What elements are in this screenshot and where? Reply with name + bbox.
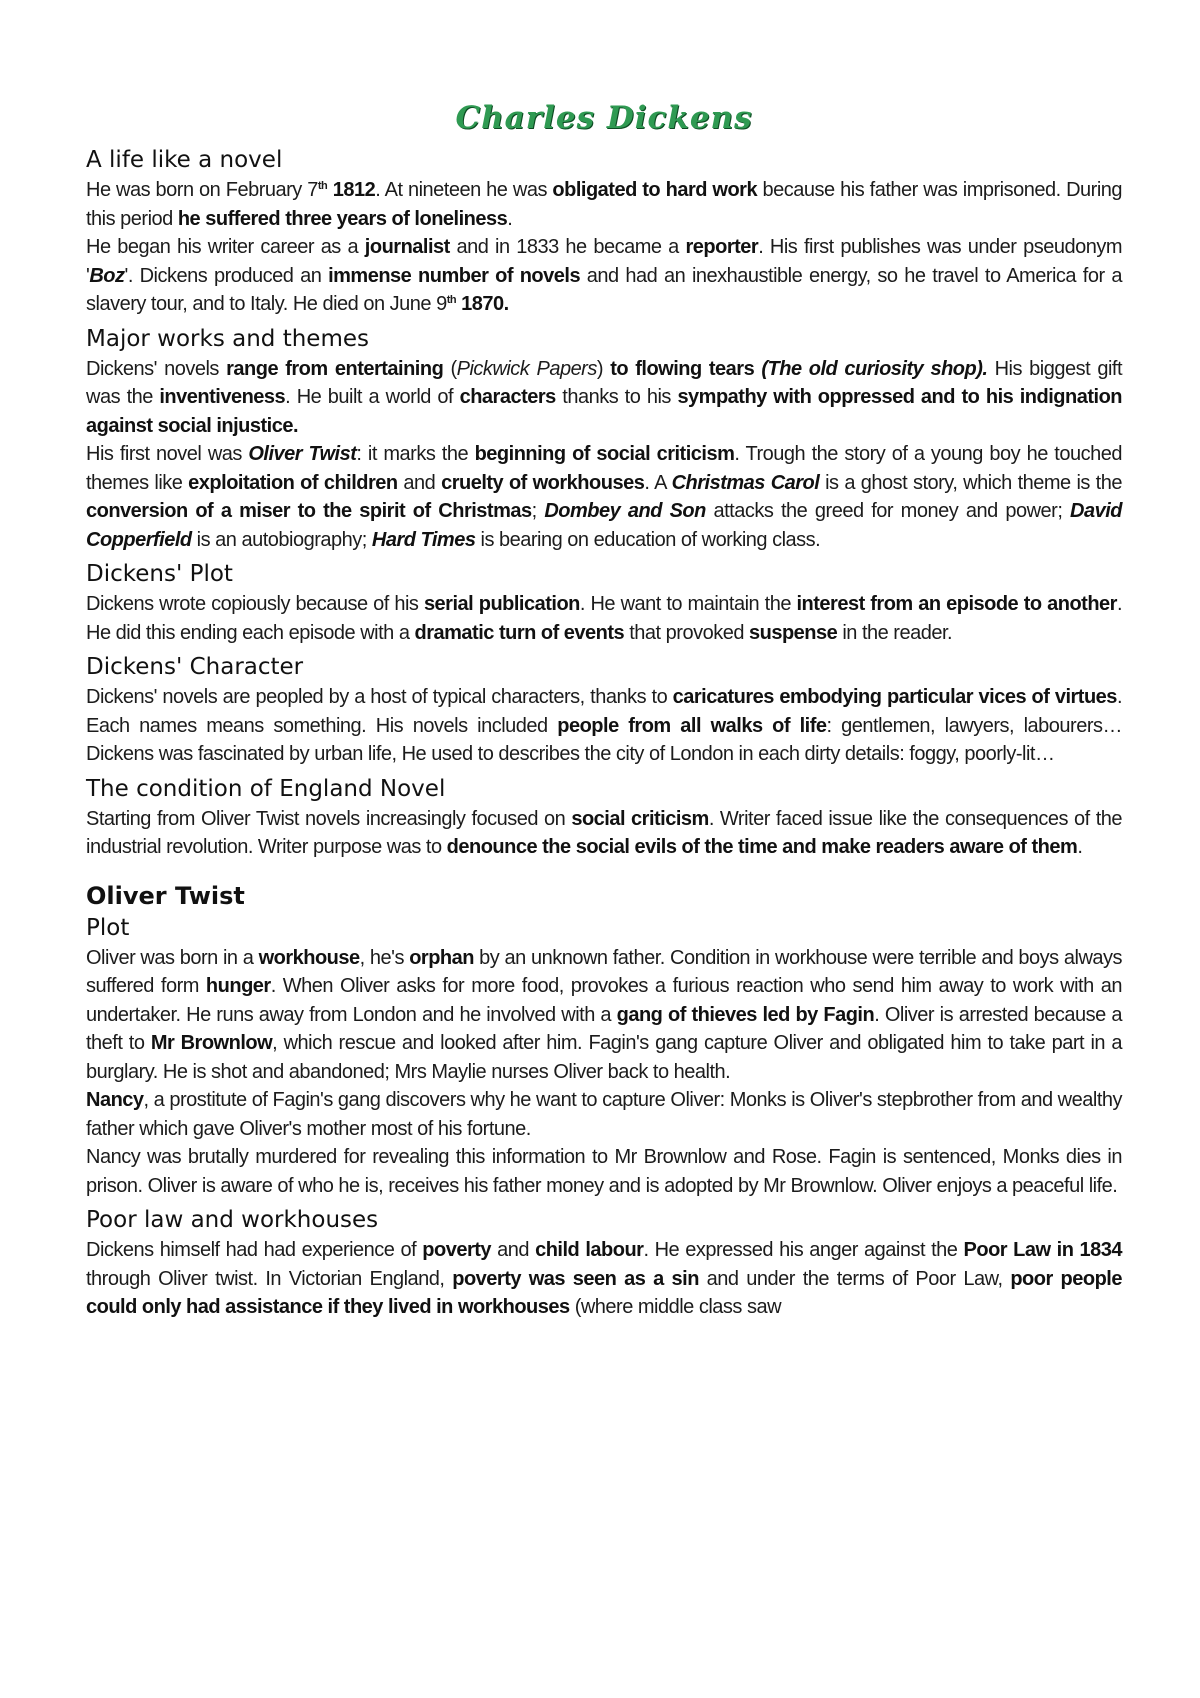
paragraph-oliver-plot: Oliver was born in a workhouse, he's orphan by an unknown father. Condition in workhouse were terrible and boys always suffered form hunger. When Oliver asks for more food, provokes a furious reaction who send him away to work with an undertaker. He runs away from London and he involved with a gang of thieves led by Fagin. Oliver is arrested because a theft to Mr Brownlow, which rescue and looked after him. Fagin's gang capture Oliver and obligated him to take part in a burglary. He is shot and abandoned; Mrs Maylie nurses Oliver back to health.: [86, 946, 1123, 1083]
heading-poor-law: Poor law and workhouses: [86, 1207, 379, 1233]
paragraph-ending: Nancy was brutally murdered for revealing this information to Mr Brownlow and Rose. Fagin is sentenced, Monks dies in prison. Oliver is aware of who he is, receives his father money and is adopted by Mr Brownlow. Oliver enjoys a peaceful life.: [86, 1146, 1122, 1197]
paragraph-serial-publication: Dickens wrote copiously because of his serial publication. He want to maintain the interest from an episode to another. He did this ending each episode with a dramatic turn of events that provoked suspense in the reader.: [86, 593, 1123, 644]
paragraph-career: He began his writer career as a journalist and in 1833 he became a reporter. His first publishes was under pseudonym 'Boz'. Dickens produced an immense number of novels and had an inexhaustible energy, so he travel to America for a slavery tour, and to Italy. He died on June 9th 1870.: [86, 236, 1123, 315]
heading-life-like-a-novel: A life like a novel: [86, 147, 283, 173]
paragraph-poor-law: Dickens himself had had experience of poverty and child labour. He expressed his anger against the Poor Law in 1834 through Oliver twist. In Victorian England, poverty was seen as a sin and under the terms of Poor Law, poor people could only had assistance if they lived in workhouses (where middle class saw: [86, 1239, 1123, 1318]
paragraph-characters: Dickens' novels are peopled by a host of typical characters, thanks to caricatures embodying particular vices of virtues. Each names means something. His novels included people from all walks of life: gentlemen, lawyers, labourers… Dickens was fascinated by urban life, He used to describes the city of London in each dirty details: foggy, poorly-lit…: [86, 686, 1122, 765]
paragraph-social-criticism: Starting from Oliver Twist novels increasingly focused on social criticism. Writer faced issue like the consequences of the industrial revolution. Writer purpose was to denounce the social evils of the time and make readers aware of them.: [86, 807, 1122, 858]
heading-oliver-twist: Oliver Twist: [86, 881, 245, 910]
paragraph-birth: He was born on February 7th 1812. At nineteen he was obligated to hard work because his father was imprisoned. During this period he suffered three years of loneliness.: [86, 179, 1123, 230]
paragraph-novels-range: Dickens' novels range from entertaining (Pickwick Papers) to flowing tears (The old curiosity shop). His biggest gift was the inventiveness. He built a world of characters thanks to his sympathy with oppressed and to his indignation against social injustice.: [86, 357, 1123, 437]
heading-condition-of-england: The condition of England Novel: [86, 775, 446, 802]
paragraph-nancy: Nancy, a prostitute of Fagin's gang discovers why he want to capture Oliver: Monks is Oliver's stepbrother from and wealthy father which gave Oliver's mother most of his fortune.: [86, 1089, 1122, 1140]
document-title: Charles Dickens: [455, 100, 753, 136]
paragraph-first-novel: His first novel was Oliver Twist: it marks the beginning of social criticism. Trough the story of a young boy he touched themes like exploitation of children and cruelty of workhouses. A Christmas Carol is a ghost story, which theme is the conversion of a miser to the spirit of Christmas; Dombey and Son attacks the greed for money and power; David Copperfield is an autobiography; Hard Times is bearing on education of working class.: [86, 443, 1122, 551]
heading-dickens-plot: Dickens' Plot: [86, 561, 233, 587]
heading-major-works: Major works and themes: [86, 325, 369, 352]
document-page: [86, 96, 1122, 1322]
subheading-plot: Plot: [86, 914, 130, 941]
heading-dickens-character: Dickens' Character: [86, 654, 304, 680]
